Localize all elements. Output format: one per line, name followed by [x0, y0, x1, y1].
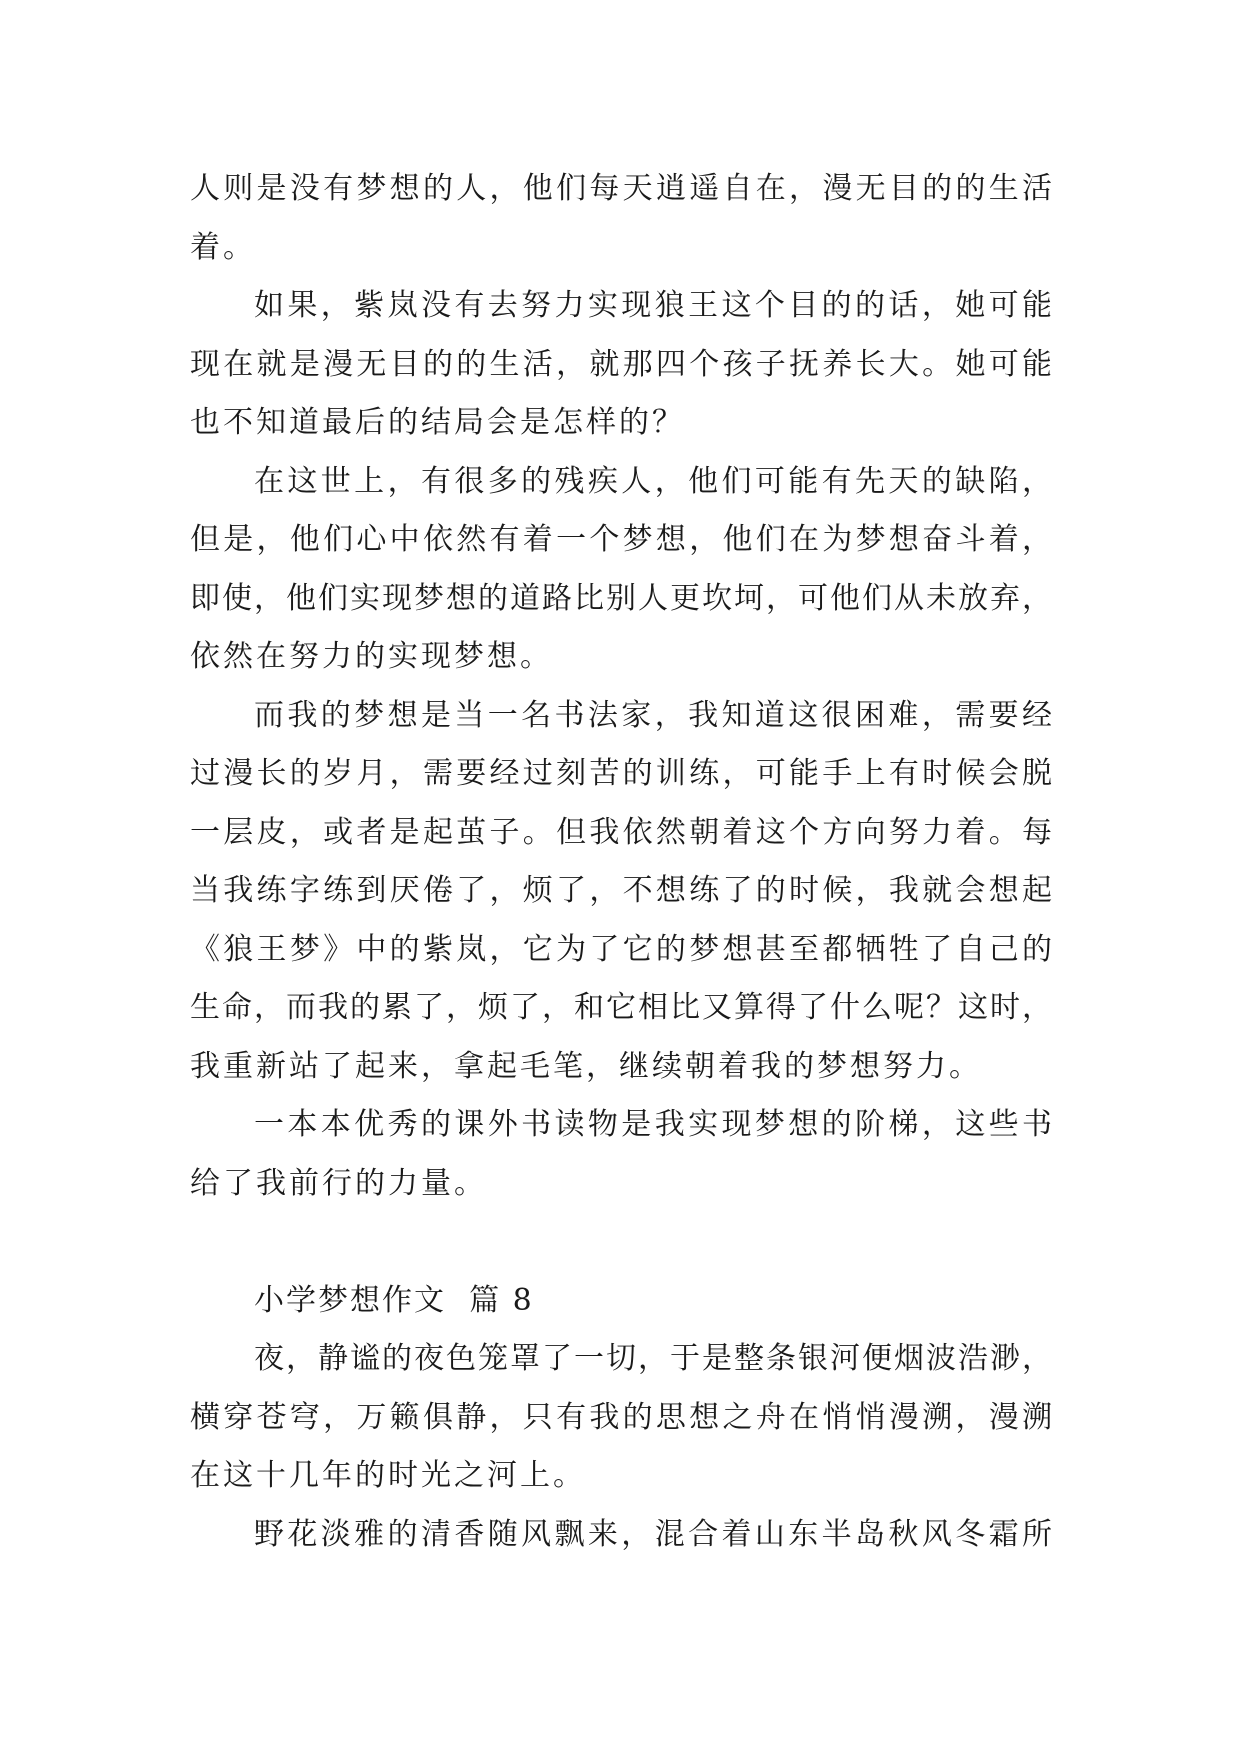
text-line: 野花淡雅的清香随风飘来，混合着山东半岛秋风冬霜所 [254, 1516, 1052, 1552]
text-line: 依然在努力的实现梦想。 [190, 639, 553, 674]
text-line: 如果，紫岚没有去努力实现狼王这个目的的话，她可能 [254, 288, 1052, 323]
text-line: 着。 [190, 229, 256, 265]
text-line: 生命，而我的累了，烦了，和它相比又算得了什么呢？这时， [190, 990, 1052, 1025]
section-heading: 小学梦想作文 篇 8 [254, 1282, 534, 1318]
text-line: 在这世上，有很多的残疾人，他们可能有先天的缺陷， [254, 463, 1052, 499]
text-line: 一层皮，或者是起茧子。但我依然朝着这个方向努力着。每 [190, 814, 1052, 850]
text-line: 给了我前行的力量。 [190, 1165, 487, 1201]
paragraph-gap [190, 1213, 1052, 1272]
text-line: 一本本优秀的课外书读物是我实现梦想的阶梯，这些书 [254, 1107, 1052, 1142]
text-line: 当我练字练到厌倦了，烦了，不想练了的时候，我就会想起 [190, 873, 1052, 908]
text-line: 《狼王梦》中的紫岚，它为了它的梦想甚至都牺牲了自己的 [190, 931, 1052, 967]
text-line: 即使，他们实现梦想的道路比别人更坎坷，可他们从未放弃， [190, 580, 1052, 616]
text-line: 人则是没有梦想的人，他们每天逍遥自在，漫无目的的生活 [190, 171, 1052, 206]
text-line: 过漫长的岁月，需要经过刻苦的训练，可能手上有时候会脱 [190, 756, 1052, 791]
text-line: 横穿苍穹，万籁俱静，只有我的思想之舟在悄悄漫溯，漫溯 [190, 1399, 1052, 1435]
text-line: 现在就是漫无目的的生活，就那四个孩子抚养长大。她可能 [190, 346, 1052, 382]
body-text [190, 160, 1052, 1564]
text-line: 在这十几年的时光之河上。 [190, 1458, 586, 1493]
text-line: 但是，他们心中依然有着一个梦想，他们在为梦想奋斗着， [190, 522, 1052, 557]
text-line: 我重新站了起来，拿起毛笔，继续朝着我的梦想努力。 [190, 1048, 982, 1084]
text-line: 夜，静谧的夜色笼罩了一切，于是整条银河便烟波浩渺， [254, 1341, 1052, 1376]
text-line: 而我的梦想是当一名书法家，我知道这很困难，需要经 [254, 697, 1052, 733]
text-line: 也不知道最后的结局会是怎样的？ [190, 405, 685, 440]
